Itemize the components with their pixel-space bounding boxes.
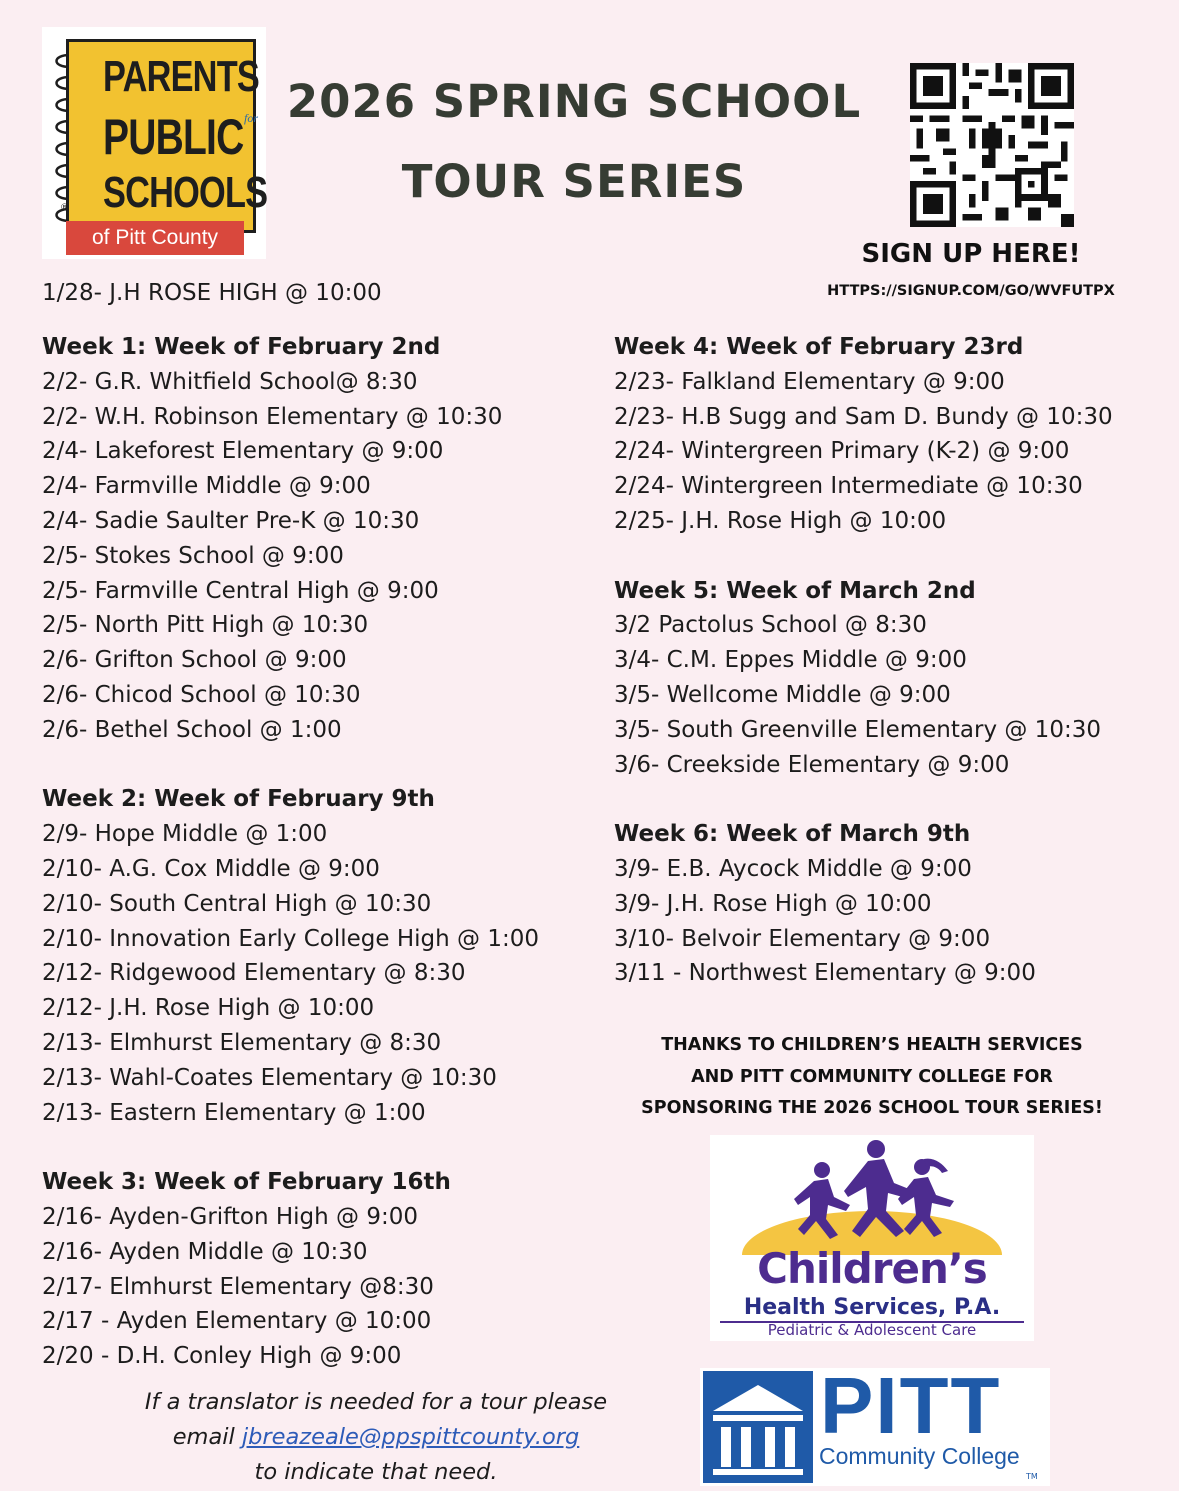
tour-item: 2/23- H.B Sugg and Sam D. Bundy @ 10:30 xyxy=(614,403,1113,430)
tour-item: 2/4- Lakeforest Elementary @ 9:00 xyxy=(42,438,444,465)
sponsor-thanks xyxy=(606,1030,1138,1125)
thanks-line-3: SPONSORING THE 2026 SCHOOL TOUR SERIES! xyxy=(641,1098,1103,1118)
tour-item: 2/16- Ayden-Grifton High @ 9:00 xyxy=(42,1203,418,1230)
registered-mark: ® xyxy=(60,203,69,213)
tour-item: 2/6- Bethel School @ 1:00 xyxy=(42,716,342,743)
tour-item: 2/10- South Central High @ 10:30 xyxy=(42,890,432,917)
tour-item: 2/13- Elmhurst Elementary @ 8:30 xyxy=(42,1029,442,1056)
translator-line-3: to indicate that need. xyxy=(254,1459,498,1485)
tour-item: 2/6- Grifton School @ 9:00 xyxy=(42,647,347,674)
tour-item: 2/17 - Ayden Elementary @ 10:00 xyxy=(42,1308,432,1335)
tour-item: 2/17- Elmhurst Elementary @8:30 xyxy=(42,1273,434,1300)
page-title xyxy=(262,62,886,222)
title-line-2: TOUR SERIES xyxy=(401,155,747,208)
tour-item: 2/12- J.H. Rose High @ 10:00 xyxy=(42,995,375,1022)
tour-item: 2/10- A.G. Cox Middle @ 9:00 xyxy=(42,855,380,882)
week-heading: Week 4: Week of February 23rd xyxy=(614,334,1024,360)
tour-item: 2/6- Chicod School @ 10:30 xyxy=(42,681,361,708)
schedule-left-column xyxy=(42,330,539,1374)
logo-word-parents: PARENTS xyxy=(103,52,259,101)
week-heading: Week 6: Week of March 9th xyxy=(614,821,971,848)
pitt-subtitle: Community College xyxy=(819,1443,1020,1469)
thanks-line-1: THANKS TO CHILDREN’S HEALTH SERVICES xyxy=(661,1035,1083,1055)
week-heading: Week 1: Week of February 2nd xyxy=(42,334,441,360)
logo-yellow-panel xyxy=(66,39,268,233)
childrens-subtitle: Health Services, P.A. xyxy=(743,1295,1001,1320)
tour-item: 3/2 Pactolus School @ 8:30 xyxy=(614,612,927,639)
tour-item: 2/4- Farmville Middle @ 9:00 xyxy=(42,473,371,500)
section-gap xyxy=(614,539,1113,574)
trademark-mark: TM xyxy=(1026,1472,1038,1481)
tour-item: 3/9- J.H. Rose High @ 10:00 xyxy=(614,890,932,917)
pitt-wordmark: PITT xyxy=(820,1361,1002,1450)
tour-item: 3/10- Belvoir Elementary @ 9:00 xyxy=(614,925,991,952)
tour-item: 2/5- Stokes School @ 9:00 xyxy=(42,542,344,569)
email-link[interactable]: jbreazeale@ppspittcounty.org xyxy=(241,1424,580,1450)
qr-code-icon[interactable] xyxy=(905,63,1079,227)
tour-item: 2/25- J.H. Rose High @ 10:00 xyxy=(614,507,947,534)
translator-note xyxy=(86,1385,666,1490)
childrens-tagline: Pediatric & Adolescent Care xyxy=(767,1321,977,1339)
tour-item: 2/13- Wahl-Coates Elementary @ 10:30 xyxy=(42,1064,497,1091)
tour-item: 3/9- E.B. Aycock Middle @ 9:00 xyxy=(614,855,972,882)
tour-item: 2/24- Wintergreen Primary (K-2) @ 9:00 xyxy=(614,438,1070,465)
logo-subtitle: of Pitt County xyxy=(66,221,244,255)
title-line-1: 2026 SPRING SCHOOL xyxy=(286,75,862,128)
childrens-health-services-logo xyxy=(710,1135,1034,1341)
tour-item: 2/5- Farmville Central High @ 9:00 xyxy=(42,577,439,604)
week-heading: Week 3: Week of February 16th xyxy=(42,1169,451,1196)
tour-item: 3/4- C.M. Eppes Middle @ 9:00 xyxy=(614,647,967,674)
tour-item: 2/10- Innovation Early College High @ 1:00 xyxy=(42,925,539,952)
translator-line-1: If a translator is needed for a tour please xyxy=(144,1389,608,1415)
tour-item: 2/2- W.H. Robinson Elementary @ 10:30 xyxy=(42,403,503,430)
tour-item: 2/12- Ridgewood Elementary @ 8:30 xyxy=(42,960,466,987)
tour-item: 3/5- Wellcome Middle @ 9:00 xyxy=(614,681,951,708)
email-prefix: email xyxy=(172,1424,242,1450)
logo-word-public: PUBLIC xyxy=(103,109,244,165)
childrens-name: Children’s xyxy=(757,1244,987,1293)
thanks-line-2: AND PITT COMMUNITY COLLEGE FOR xyxy=(691,1066,1053,1087)
tour-item: 2/20 - D.H. Conley High @ 9:00 xyxy=(42,1343,402,1370)
tour-item: 2/13- Eastern Elementary @ 1:00 xyxy=(42,1099,426,1126)
tour-item: 3/5- South Greenville Elementary @ 10:30 xyxy=(614,716,1101,743)
week-heading: Week 5: Week of March 2nd xyxy=(614,577,976,604)
section-gap xyxy=(42,748,539,783)
tour-item: 3/6- Creekside Elementary @ 9:00 xyxy=(614,751,1010,778)
tour-item: 3/11 - Northwest Elementary @ 9:00 xyxy=(614,960,1036,987)
translator-line-2 xyxy=(86,1420,666,1455)
tour-item: 2/4- Sadie Saulter Pre-K @ 10:30 xyxy=(42,507,420,534)
pitt-community-college-logo xyxy=(700,1361,1050,1486)
tour-item: 2/16- Ayden Middle @ 10:30 xyxy=(42,1238,368,1265)
tour-item: 2/9- Hope Middle @ 1:00 xyxy=(42,821,328,848)
building-columns-icon xyxy=(703,1371,813,1483)
tour-item: 2/24- Wintergreen Intermediate @ 10:30 xyxy=(614,473,1083,500)
tour-item: 2/23- Falkland Elementary @ 9:00 xyxy=(614,368,1005,395)
tour-item: 2/2- G.R. Whitfield School@ 8:30 xyxy=(42,368,418,395)
signup-url[interactable]: HTTPS://SIGNUP.COM/GO/WVFUTPX xyxy=(827,283,1115,299)
section-gap xyxy=(42,1130,539,1165)
signup-label: SIGN UP HERE! xyxy=(861,239,1081,269)
section-gap xyxy=(614,782,1113,817)
logo-word-for: for xyxy=(244,111,259,125)
week-heading: Week 2: Week of February 9th xyxy=(42,786,435,813)
tour-item: 2/5- North Pitt High @ 10:30 xyxy=(42,612,369,639)
schedule-right-column xyxy=(614,330,1113,991)
parents-for-public-schools-logo xyxy=(42,27,266,259)
running-children-icon xyxy=(710,1135,1034,1255)
logo-word-schools: SCHOOLS xyxy=(103,168,268,217)
intro-tour: 1/28- J.H ROSE HIGH @ 10:00 xyxy=(42,280,382,306)
